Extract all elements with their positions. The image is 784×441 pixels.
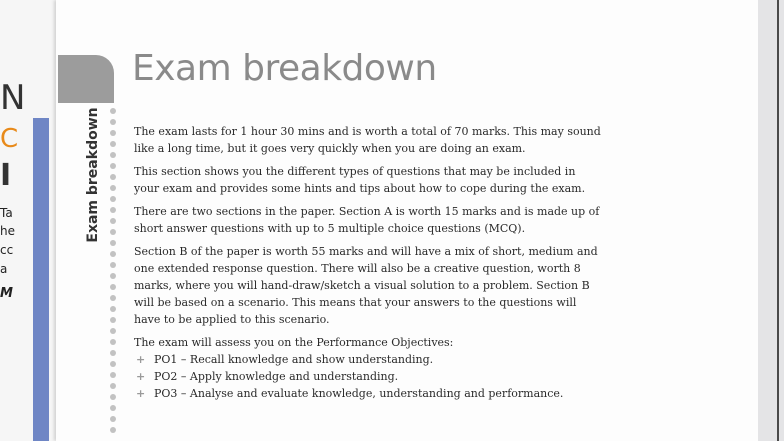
margin-dot	[110, 196, 116, 202]
margin-dot	[110, 394, 116, 400]
page-title: Exam breakdown	[132, 48, 437, 89]
margin-dot	[110, 207, 116, 213]
paragraph: This section shows you the different types of questions that may be included in your exam and provides some hints and tips about how to cope during the exam.	[134, 165, 586, 195]
margin-dot	[110, 416, 116, 422]
margin-dot	[110, 251, 116, 257]
margin-dot	[110, 174, 116, 180]
previous-page-fragment: I	[0, 158, 12, 193]
margin-dot	[110, 306, 116, 312]
margin-dot	[110, 152, 116, 158]
margin-dot	[110, 427, 116, 433]
margin-dot	[110, 372, 116, 378]
dotted-margin-line	[110, 108, 118, 438]
paragraph: The exam will assess you on the Performance Objectives:	[134, 336, 454, 349]
paragraph: Section B of the paper is worth 55 marks and will have a mix of short, medium and one extended response question. There will also be a creative question, worth 8 marks, where you will hand-draw/sketch a visual solution to a problem. Section B will be based on a scenario. This means that your answers to the questions will have to be applied to this scenario.	[134, 245, 598, 326]
list-item	[134, 385, 604, 402]
list-item	[134, 351, 604, 368]
book-page	[56, 0, 758, 441]
margin-dot	[110, 383, 116, 389]
body-text	[134, 123, 604, 402]
list-item-text: PO3 – Analyse and evaluate knowledge, understanding and performance.	[154, 387, 564, 400]
margin-dot	[110, 405, 116, 411]
plus-icon: +	[136, 370, 146, 383]
list-item-text: PO1 – Recall knowledge and show understanding.	[154, 353, 434, 366]
margin-dot	[110, 262, 116, 268]
previous-page-fragment: he	[0, 224, 15, 238]
margin-dot	[110, 317, 116, 323]
right-page-edge	[758, 0, 784, 441]
previous-page-blue-band	[33, 118, 49, 441]
margin-dot	[110, 108, 116, 114]
previous-page-fragment: M	[0, 286, 13, 301]
previous-page-fragment: a	[0, 262, 8, 276]
plus-icon: +	[136, 387, 146, 400]
previous-page-fragment: C	[0, 124, 19, 154]
margin-dot	[110, 295, 116, 301]
side-label-text: Exam breakdown	[85, 107, 101, 243]
margin-dot	[110, 339, 116, 345]
margin-dot	[110, 350, 116, 356]
margin-dot	[110, 163, 116, 169]
previous-page-fragment: cc	[0, 243, 14, 257]
previous-page-edge	[0, 0, 62, 441]
objectives-list	[134, 351, 604, 402]
previous-page-fragment: N	[0, 78, 26, 118]
margin-dot	[110, 328, 116, 334]
margin-dot	[110, 218, 116, 224]
paragraph: The exam lasts for 1 hour 30 mins and is worth a total of 70 marks. This may sound like a long time, but it goes very quickly when you are doing an exam.	[134, 125, 601, 155]
margin-dot	[110, 361, 116, 367]
plus-icon: +	[136, 353, 146, 366]
side-label	[84, 95, 102, 255]
margin-dot	[110, 185, 116, 191]
margin-dot	[110, 273, 116, 279]
list-item-text: PO2 – Apply knowledge and understanding.	[154, 370, 399, 383]
margin-dot	[110, 119, 116, 125]
list-item	[134, 368, 604, 385]
margin-dot	[110, 284, 116, 290]
margin-dot	[110, 229, 116, 235]
paragraph: There are two sections in the paper. Section A is worth 15 marks and is made up of short answer questions with up to 5 multiple choice questions (MCQ).	[134, 205, 600, 235]
margin-dot	[110, 240, 116, 246]
margin-dot	[110, 130, 116, 136]
previous-page-fragment: Ta	[0, 206, 13, 220]
margin-dot	[110, 141, 116, 147]
right-edge-line	[777, 0, 779, 441]
